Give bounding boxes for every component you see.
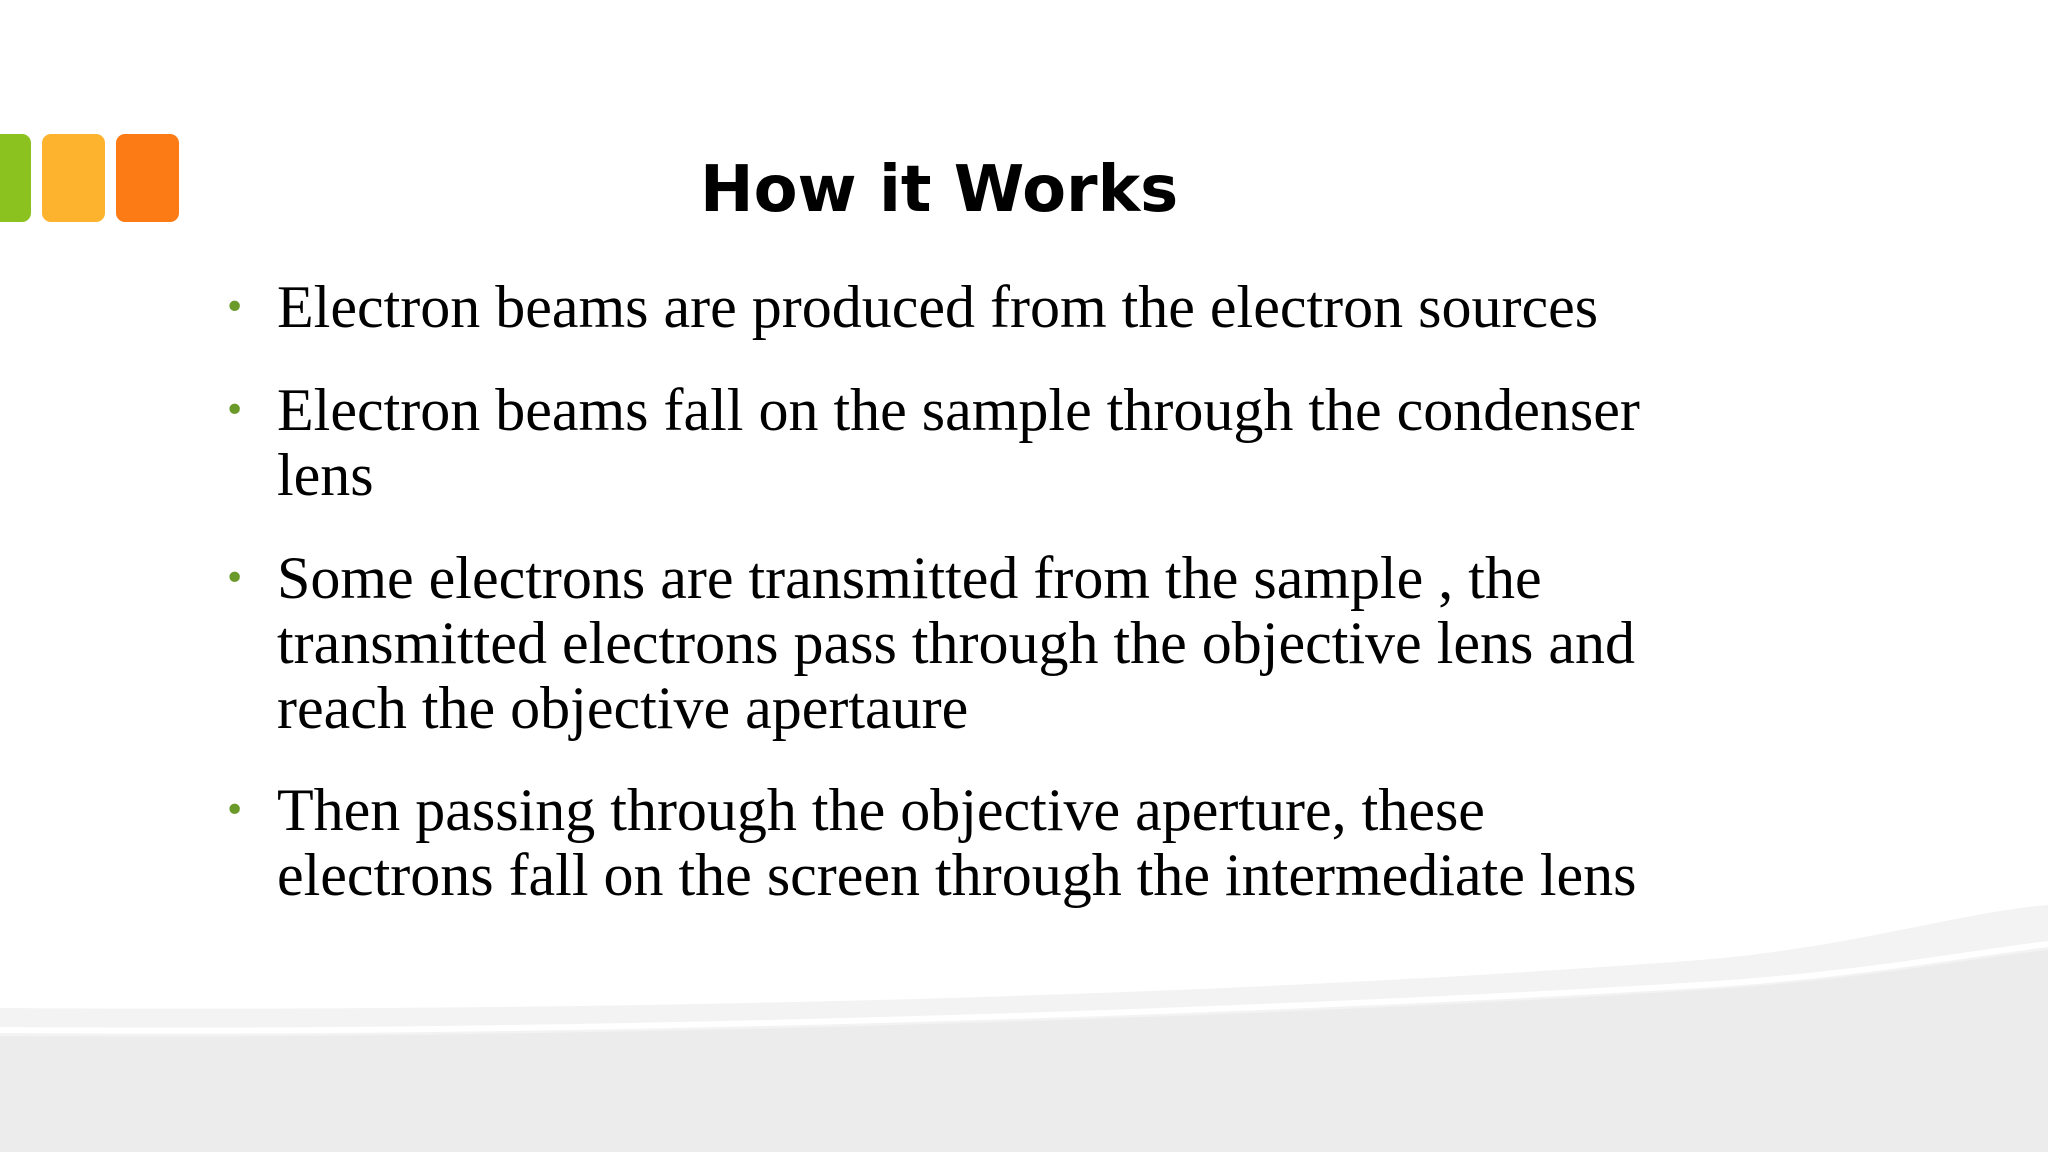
bullet-text [277, 546, 1807, 741]
bullet-line: Then passing through the objective aperture, these [277, 777, 1485, 843]
bullet-line: Electron beams are produced from the electron sources [277, 274, 1599, 340]
bullet-icon: • [224, 287, 246, 328]
bullet-icon: • [224, 790, 246, 831]
bullet-text [277, 778, 1807, 908]
bullet-text [277, 378, 1807, 508]
slide-title: How it Works [700, 153, 1179, 227]
bullet-line: transmitted electrons pass through the objective lens and [277, 610, 1635, 676]
bullet-line: electrons fall on the screen through the intermediate lens [277, 842, 1637, 908]
bullet-icon: • [224, 390, 246, 431]
bullet-line: Electron beams fall on the sample through the condenser [277, 377, 1640, 443]
bullet-icon: • [224, 558, 246, 599]
bullet-line: Some electrons are transmitted from the sample , the [277, 545, 1542, 611]
bullet-line: lens [277, 442, 374, 508]
bullet-line: reach the objective apertaure [277, 675, 969, 741]
bullet-text [277, 275, 1807, 340]
